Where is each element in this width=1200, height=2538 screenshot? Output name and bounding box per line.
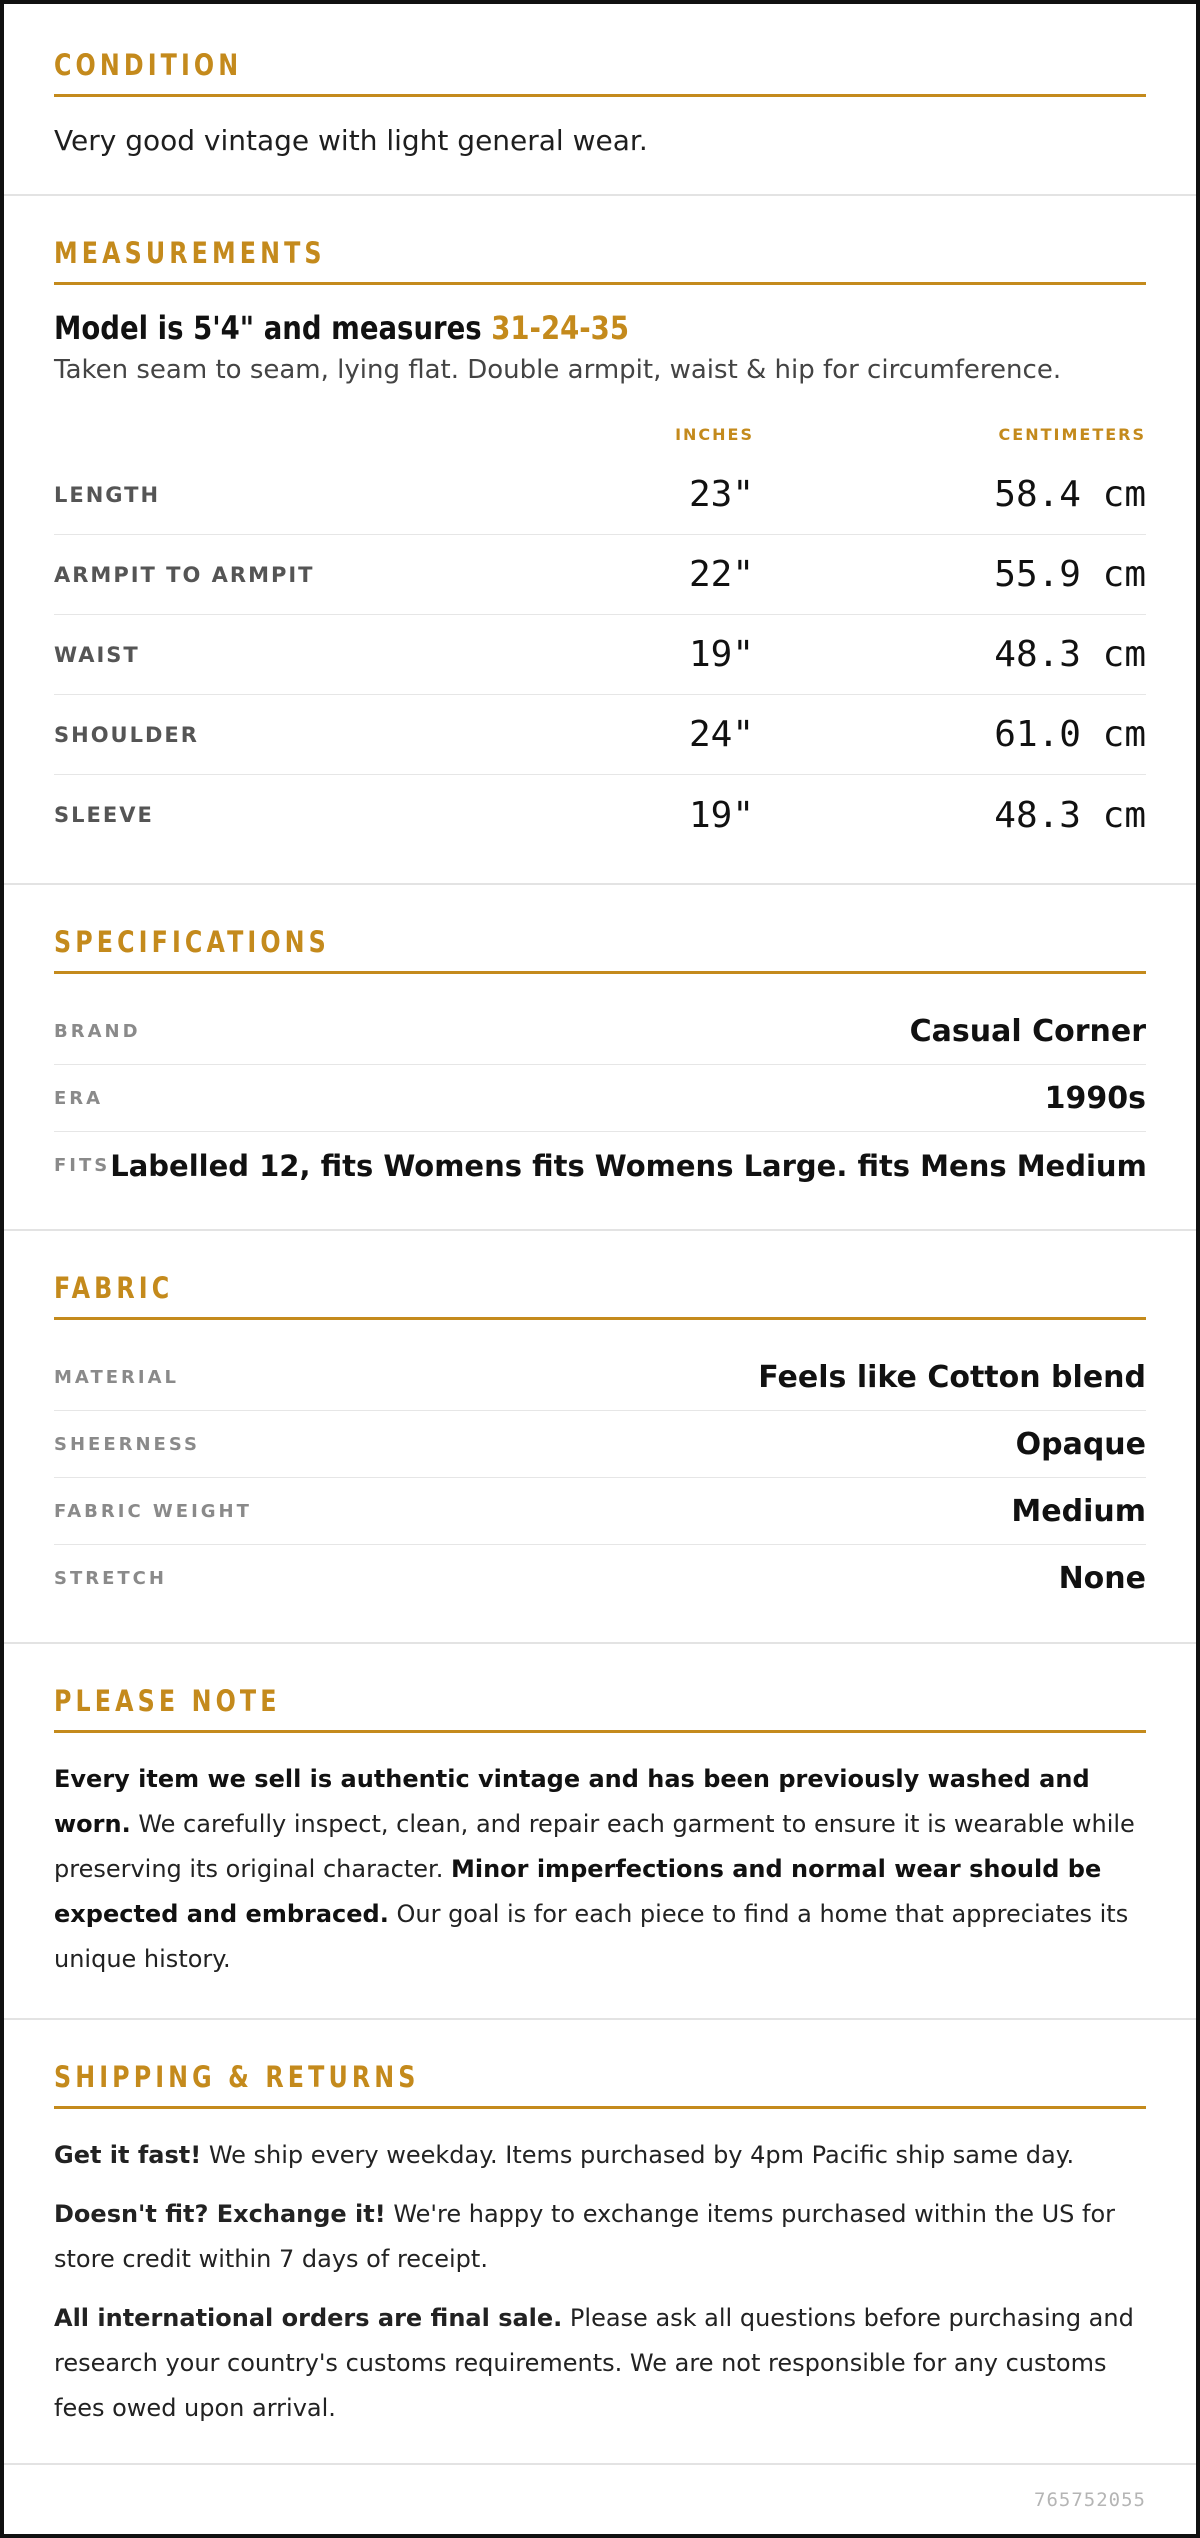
fabric-key: SHEERNESS [54, 1433, 200, 1455]
footer [4, 2465, 1196, 2535]
list-item [54, 1344, 1146, 1411]
list-item [54, 1411, 1146, 1478]
spec-key: FITS [54, 1155, 111, 1177]
please-note-text [54, 1757, 1146, 1982]
measure-label: WAIST [54, 642, 140, 667]
list-item [54, 998, 1146, 1065]
fabric-value: Feels like Cotton blend [758, 1359, 1146, 1395]
table-row [54, 455, 1146, 535]
measure-inches: 19" [688, 794, 754, 836]
shipping-heading: SHIPPING & RETURNS [54, 2060, 420, 2095]
list-item [54, 1478, 1146, 1545]
note-text-1: We carefully inspect, clean, and repair each garment to ensure it is wearable while preserving its original character. [54, 1810, 1135, 1884]
shipping-international-text: Please ask all questions before purchasing and research your country's customs requirements. We are not responsible for any customs fees owed upon arrival. [54, 2304, 1134, 2423]
specifications-heading: SPECIFICATIONS [54, 925, 330, 960]
measure-cm: 48.3 cm [994, 794, 1146, 836]
please-note-heading: PLEASE NOTE [54, 1684, 281, 1719]
fabric-key: STRETCH [54, 1568, 167, 1590]
model-measure-value: 31-24-35 [491, 309, 629, 348]
fabric-value: Medium [1011, 1493, 1146, 1529]
list-item [54, 1132, 1146, 1199]
measure-label: SLEEVE [54, 803, 154, 828]
shipping-exchange-text: We're happy to exchange items purchased within the US for store credit within 7 days of receipt. [54, 2200, 1116, 2274]
condition-heading-wrap [54, 48, 1146, 97]
col-inches: INCHES [675, 424, 754, 444]
spec-key: ERA [54, 1087, 104, 1109]
measure-label: SHOULDER [54, 722, 199, 747]
fabric-heading: FABRIC [54, 1271, 174, 1306]
spec-value: Casual Corner [909, 1013, 1146, 1049]
model-prefix: Model is 5'4" and measures [54, 309, 492, 348]
measure-inches: 23" [688, 474, 754, 516]
table-row [54, 775, 1146, 855]
fabric-heading-wrap [54, 1271, 1146, 1320]
condition-heading: CONDITION [54, 48, 243, 82]
note-bold-1: Every item we sell is authentic vintage and has been previously washed and worn. [54, 1765, 1090, 1839]
condition-text: Very good vintage with light general wear. [54, 124, 648, 157]
shipping-exchange-bold: Doesn't fit? Exchange it! [54, 2200, 386, 2229]
measure-inches: 19" [688, 634, 754, 676]
spec-value: Labelled 12, fits Womens fits Womens Large. fits Mens Medium [110, 1148, 1147, 1183]
measure-cm: 48.3 cm [994, 634, 1146, 676]
fabric-value: None [1058, 1561, 1146, 1597]
measure-inches: 22" [688, 554, 754, 596]
measurements-section [4, 196, 1196, 885]
measure-cm: 58.4 cm [994, 474, 1146, 516]
shipping-fast [54, 2133, 1146, 2178]
specifications-list [54, 998, 1146, 1199]
spec-key: BRAND [54, 1020, 141, 1042]
model-measurements [54, 309, 993, 347]
note-bold-2: Minor imperfections and normal wear should be expected and embraced. [54, 1855, 1102, 1929]
list-item [54, 1545, 1146, 1612]
shipping-international-bold: All international orders are final sale. [54, 2304, 563, 2333]
shipping-international [54, 2296, 1146, 2431]
shipping-heading-wrap [54, 2060, 1146, 2109]
please-note-heading-wrap [54, 1684, 1146, 1733]
col-centimeters: CENTIMETERS [998, 424, 1146, 444]
measurements-heading-wrap [54, 236, 1146, 285]
spec-value: 1990s [1044, 1080, 1146, 1116]
shipping-section [4, 2020, 1196, 2465]
measurements-heading: MEASUREMENTS [54, 236, 326, 271]
table-row [54, 695, 1146, 775]
table-row [54, 615, 1146, 695]
shipping-fast-bold: Get it fast! [54, 2141, 202, 2170]
table-row [54, 535, 1146, 615]
specifications-section [4, 885, 1196, 1231]
condition-section [4, 4, 1196, 196]
measure-cm: 55.9 cm [994, 554, 1146, 596]
measurement-method: Taken seam to seam, lying flat. Double armpit, waist & hip for circumference. [54, 355, 1062, 386]
shipping-exchange [54, 2192, 1146, 2282]
list-item [54, 1065, 1146, 1132]
note-text-2: Our goal is for each piece to find a home that appreciates its unique history. [54, 1900, 1129, 1974]
please-note-section [4, 1644, 1196, 2020]
specifications-heading-wrap [54, 925, 1146, 974]
fabric-list [54, 1344, 1146, 1612]
fabric-section [4, 1231, 1196, 1644]
fabric-value: Opaque [1015, 1426, 1146, 1462]
shipping-fast-text: We ship every weekday. Items purchased by 4pm Pacific ship same day. [201, 2141, 1075, 2170]
measure-cm: 61.0 cm [994, 714, 1146, 756]
fabric-key: MATERIAL [54, 1366, 179, 1388]
measurement-table [54, 455, 1146, 855]
measure-label: ARMPIT TO ARMPIT [54, 562, 315, 587]
fabric-key: FABRIC WEIGHT [54, 1500, 252, 1522]
measure-label: LENGTH [54, 482, 161, 507]
measurement-table-header [54, 419, 1146, 449]
product-code: 765752055 [1034, 2489, 1146, 2512]
measure-inches: 24" [688, 714, 754, 756]
